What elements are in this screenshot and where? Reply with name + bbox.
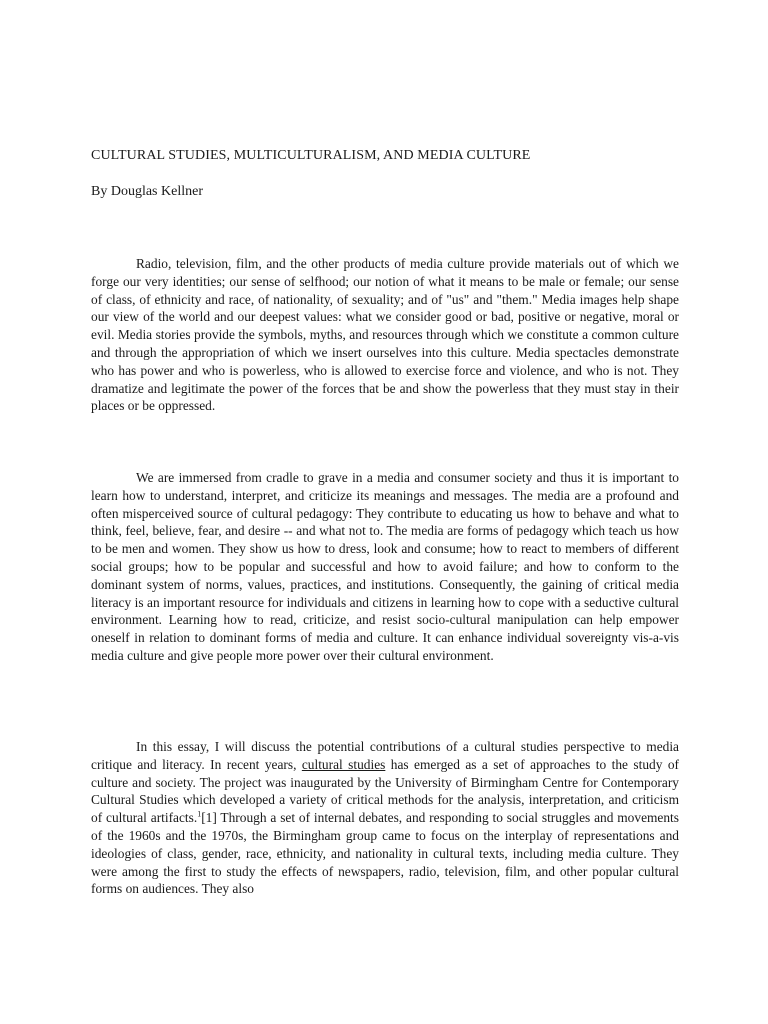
paragraph-1: Radio, television, film, and the other products of media culture provide materials out of which we forge our very identities; our sense of selfhood; our notion of what it means to be male or female; our sense of class, of ethnicity and race, of nationality, of sexuality; and of "us" and "them." Media images help shape our view of the world and our deepest values: what we consider good or bad, positive or negative, moral or evil. Media stories provide the symbols, myths, and resources through which we constitute a common culture and through the appropriation of which we insert ourselves into this culture. Media spectacles demonstrate who has power and who is powerless, who is allowed to exercise force and violence, and who is not. They dramatize and legitimate the power of the forces that be and show the powerless that they must stay in their places or be oppressed. xyxy=(91,256,679,414)
document-title: CULTURAL STUDIES, MULTICULTURALISM, AND MEDIA CULTURE xyxy=(91,148,531,163)
paragraph-2: We are immersed from cradle to grave in a media and consumer society and thus it is important to learn how to understand, interpret, and criticize its meanings and messages. The media are a profound and often misperceived source of cultural pedagogy: They contribute to educating us how to behave and what to think, feel, believe, fear, and desire -- and what not to. The media are forms of pedagogy which teach us how to be men and women. They show us how to dress, look and consume; how to react to members of different social groups; how to be popular and successful and how to avoid failure; and how to conform to the dominant system of norms, values, practices, and institutions. Consequently, the gaining of critical media literacy is an important resource for individuals and citizens in learning how to cope with a seductive cultural environment. Learning how to read, criticize, and resist socio-cultural manipulation can help empower oneself in relation to dominant forms of media and culture. It can enhance individual sovereignty vis-a-vis media culture and give people more power over their cultural environment. xyxy=(91,470,679,663)
paragraph-3 xyxy=(91,738,679,898)
author-byline: By Douglas Kellner xyxy=(91,184,203,199)
paragraph-3-text-start: In this essay, I will discuss the potential contributions of a cultural studies perspective to media critique and literacy. In recent years, xyxy=(91,739,679,772)
paragraph-3-text-middle: has emerged as a set of approaches to the study of culture and society. The project was inaugurated by the University of Birmingham Centre for Contemporary Cultural Studies which developed a variety of critical methods for the analysis, interpretation, and criticism of cultural artifacts. xyxy=(91,756,679,826)
footnote-marker[interactable]: 1 xyxy=(197,809,202,819)
paragraph-3-text-end: [1] Through a set of internal debates, and responding to social struggles and movements of the 1960s and the 1970s, the Birmingham group came to focus on the interplay of representations and ideologies of class, gender, race, ethnicity, and nationality in cultural texts, including media culture. They were among the first to study the effects of newspapers, radio, television, film, and other popular cultural forms on audiences. They also xyxy=(91,810,679,897)
cultural-studies-link[interactable]: cultural studies xyxy=(301,756,386,772)
